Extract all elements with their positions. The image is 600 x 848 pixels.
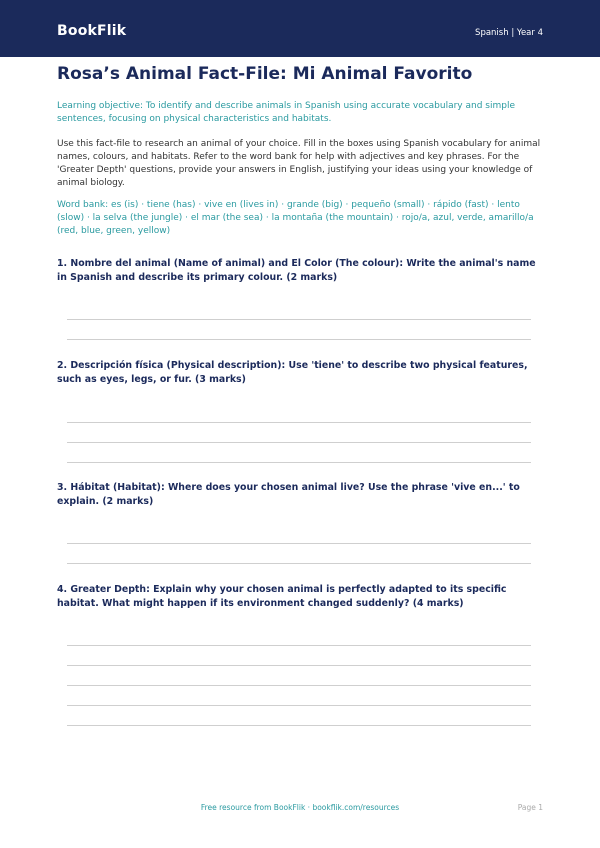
footer-credit: Free resource from BookFlik · bookflik.com/resources xyxy=(200,803,400,812)
answer-line[interactable] xyxy=(67,645,531,646)
page-number: Page 1 xyxy=(517,803,543,812)
answer-line[interactable] xyxy=(67,442,531,443)
page-title: Rosa’s Animal Fact-File: Mi Animal Favorito xyxy=(57,64,473,84)
answer-line[interactable] xyxy=(67,543,531,544)
word-bank: Word bank: es (is) · tiene (has) · vive en (lives in) · grande (big) · pequeño (small) · rápido (fast) · lento (slow) · la selva (the jungle) · el mar (the sea) · la montaña (the mountain) · rojo/a, azul, verde, amarillo/a (red, blue, green, yellow) xyxy=(57,200,534,236)
answer-line[interactable] xyxy=(67,665,531,666)
instructions: Use this fact-file to research an animal of your choice. Fill in the boxes using Spanish vocabulary for animal names, colours, and habitats. Refer to the word bank for help with adjectives and key phrases. For the 'Greater Depth' questions, provide your answers in English, justifying your ideas using your knowledge of animal biology. xyxy=(57,139,541,188)
answer-line[interactable] xyxy=(67,705,531,706)
brand-logo: BookFlik xyxy=(57,23,127,39)
page-header xyxy=(0,0,600,57)
answer-line[interactable] xyxy=(67,339,531,340)
learning-objective: Learning objective: To identify and describe animals in Spanish using accurate vocabulary and simple sentences, focusing on physical characteristics and habitats. xyxy=(57,101,515,124)
answer-line[interactable] xyxy=(67,319,531,320)
answer-line[interactable] xyxy=(67,725,531,726)
answer-line[interactable] xyxy=(67,462,531,463)
question-3: 3. Hábitat (Habitat): Where does your chosen animal live? Use the phrase 'vive en...' to explain. (2 marks) xyxy=(57,482,520,507)
subject-year-label: Spanish | Year 4 xyxy=(475,28,543,38)
question-4: 4. Greater Depth: Explain why your chosen animal is perfectly adapted to its specific habitat. What might happen if its environment changed suddenly? (4 marks) xyxy=(57,584,507,609)
question-1: 1. Nombre del animal (Name of animal) and El Color (The colour): Write the animal's name in Spanish and describe its primary colour. (2 marks) xyxy=(57,258,536,283)
answer-line[interactable] xyxy=(67,563,531,564)
answer-line[interactable] xyxy=(67,685,531,686)
answer-line[interactable] xyxy=(67,422,531,423)
question-2: 2. Descripción física (Physical description): Use 'tiene' to describe two physical features, such as eyes, legs, or fur. (3 marks) xyxy=(57,360,528,385)
